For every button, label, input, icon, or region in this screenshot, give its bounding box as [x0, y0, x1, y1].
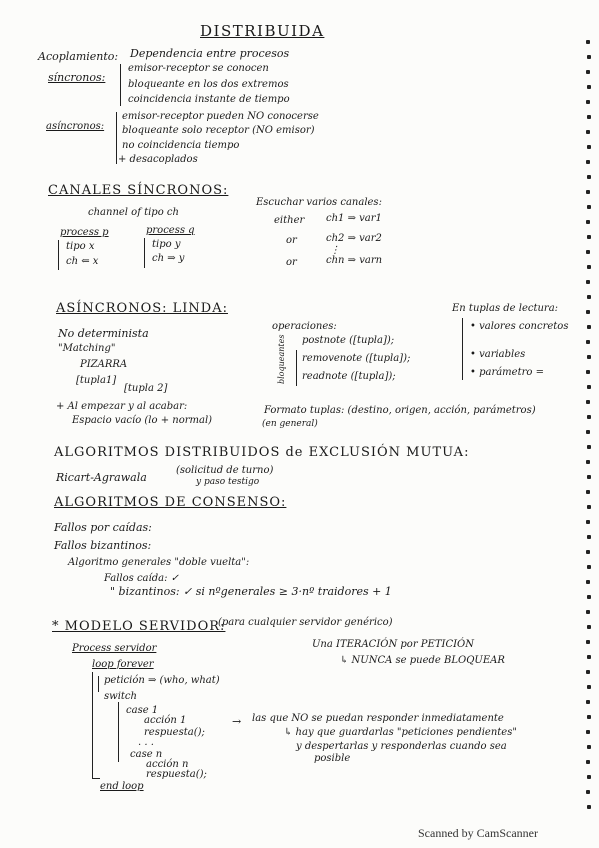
binding-hole — [586, 550, 590, 554]
binding-hole — [586, 70, 590, 74]
binding-hole — [586, 190, 590, 194]
tuplas-lectura-bracket — [462, 318, 463, 380]
binding-hole — [587, 655, 591, 659]
note-arrow: → — [232, 715, 242, 728]
nunca-bloquear: ↳ NUNCA se puede BLOQUEAR — [340, 655, 505, 666]
accion-n: acción n — [146, 759, 189, 770]
binding-hole — [587, 475, 591, 479]
exclusion-heading: ALGORITMOS DISTRIBUIDOS de EXCLUSIÓN MUTUA: — [54, 445, 470, 460]
binding-hole — [586, 670, 590, 674]
escuchar-kw: either — [274, 215, 305, 226]
case-dots: . . . — [138, 737, 154, 748]
process-servidor: Process servidor — [72, 643, 157, 654]
linda-left: "Matching" — [58, 343, 116, 354]
bloqueantes-label: bloqueantes — [277, 334, 286, 384]
binding-hole — [586, 130, 590, 134]
binding-hole — [586, 40, 590, 44]
linda-left: No determinista — [58, 327, 149, 340]
peticion-bracket — [98, 676, 99, 692]
binding-hole — [586, 160, 590, 164]
pendientes-note: ↳ hay que guardarlas "peticiones pendientes" — [284, 727, 517, 738]
binding-hole — [586, 100, 590, 104]
binding-hole — [587, 415, 591, 419]
binding-hole — [587, 595, 591, 599]
binding-hole — [587, 205, 591, 209]
sincronos-item: coincidencia instante de tiempo — [128, 94, 290, 105]
pendientes-note: y despertarlas y responderlas cuando sea — [296, 741, 507, 752]
linda-left: PIZARRA — [80, 359, 128, 370]
process-p-name: process p — [60, 227, 109, 238]
readnote: readnote ([tupla]); — [302, 371, 396, 382]
canales-heading: CANALES SÍNCRONOS: — [48, 183, 229, 198]
espacio-vacio: Espacio vacío (lo + normal) — [72, 415, 213, 426]
modelo-heading: * MODELO SERVIDOR: — [52, 619, 226, 634]
binding-hole — [587, 715, 591, 719]
acoplamiento-definition: Dependencia entre procesos — [130, 47, 290, 60]
binding-hole — [587, 535, 591, 539]
escuchar-expr: ⋮ — [330, 245, 340, 256]
canales-subtitle: channel of tipo ch — [88, 207, 179, 218]
switch-keyword: switch — [104, 691, 137, 702]
formato-note: (en general) — [262, 419, 318, 429]
switch-bracket — [118, 702, 119, 762]
binding-hole — [587, 445, 591, 449]
binding-hole — [586, 340, 590, 344]
operaciones-label: operaciones: — [272, 321, 337, 332]
ricart-agrawala: Ricart-Agrawala — [56, 471, 147, 484]
escuchar-expr: chn ⇒ varn — [326, 255, 383, 266]
postnote: postnote ([tupla]); — [302, 335, 395, 346]
binding-hole — [586, 250, 590, 254]
binding-hole — [587, 565, 591, 569]
escuchar-expr: ch1 ⇒ var1 — [326, 213, 382, 224]
binding-hole — [586, 730, 590, 734]
page-title: DISTRIBUIDA — [200, 22, 325, 40]
algoritmo-doble-vuelta: Algoritmo generales "doble vuelta": — [68, 557, 250, 568]
tuplas-lectura-item: • parámetro = — [470, 367, 544, 378]
acoplamiento-label: Acoplamiento: — [38, 50, 119, 63]
binding-hole — [587, 265, 591, 269]
sincronos-item: bloqueante en los dos extremos — [128, 79, 289, 90]
tupla2: [tupla 2] — [124, 383, 168, 394]
loop-forever: loop forever — [92, 659, 154, 670]
binding-hole — [587, 145, 591, 149]
respuesta-n: respuesta(); — [146, 769, 207, 780]
binding-hole — [586, 760, 590, 764]
loop-bracket — [92, 672, 93, 778]
fallos-bizantinos: Fallos bizantinos: — [54, 539, 152, 552]
process-q-name: process q — [146, 225, 195, 236]
binding-hole — [586, 580, 590, 584]
binding-hole — [587, 55, 591, 59]
tuplas-lectura-title: En tuplas de lectura: — [452, 303, 559, 314]
binding-hole — [586, 310, 590, 314]
process-p-line: ch ⇐ x — [66, 256, 99, 267]
binding-hole — [587, 85, 591, 89]
escuchar-title: Escuchar varios canales: — [256, 197, 382, 208]
binding-hole — [586, 640, 590, 644]
binding-hole — [587, 325, 591, 329]
ricart-note: (solicitud de turno) — [176, 465, 274, 476]
binding-hole — [587, 685, 591, 689]
binding-hole — [587, 505, 591, 509]
bloqueantes-bracket — [296, 350, 297, 386]
sincronos-item: emisor-receptor se conocen — [128, 63, 269, 74]
asincronos-item: + desacoplados — [118, 154, 198, 165]
linda-heading: ASÍNCRONOS: LINDA: — [56, 301, 228, 316]
binding-hole — [586, 790, 590, 794]
asincronos-item: bloqueante solo receptor (NO emisor) — [122, 125, 315, 136]
respuesta-1: respuesta(); — [144, 727, 205, 738]
consenso-heading: ALGORITMOS DE CONSENSO: — [54, 495, 287, 510]
binding-hole — [587, 295, 591, 299]
case-n: case n — [130, 749, 163, 760]
fallos-caida-check: Fallos caída: ✓ — [104, 573, 179, 584]
process-p-line: tipo x — [66, 241, 95, 252]
case-1: case 1 — [126, 705, 159, 716]
binding-hole — [586, 460, 590, 464]
formato-tuplas: Formato tuplas: (destino, origen, acción, parámetros) — [264, 405, 536, 416]
iteracion-peticion: Una ITERACIÓN por PETICIÓN — [312, 639, 474, 650]
loop-bracket-end — [92, 778, 100, 779]
fallos-caidas: Fallos por caídas: — [54, 521, 152, 534]
asincronos-item: emisor-receptor pueden NO conocerse — [122, 111, 319, 122]
binding-hole — [586, 280, 590, 284]
binding-hole — [586, 490, 590, 494]
scanner-watermark: Scanned by CamScanner — [418, 826, 538, 840]
process-q-line: ch ⇒ y — [152, 253, 185, 264]
binding-hole — [587, 385, 591, 389]
removenote: removenote ([tupla]); — [302, 353, 411, 364]
binding-hole — [586, 220, 590, 224]
binding-hole — [587, 745, 591, 749]
tupla1: [tupla1] — [76, 375, 117, 386]
binding-hole — [586, 370, 590, 374]
bizantinos-condition: " bizantinos: ✓ si nºgenerales ≥ 3·nº traidores + 1 — [110, 585, 392, 598]
al-empezar: + Al empezar y al acabar: — [56, 401, 188, 412]
modelo-heading-note: (para cualquier servidor genérico) — [218, 617, 393, 628]
binding-hole — [587, 175, 591, 179]
binding-hole — [586, 610, 590, 614]
asincronos-label: asíncronos: — [46, 121, 105, 132]
escuchar-kw: or — [286, 257, 297, 268]
process-q-bracket — [144, 238, 145, 268]
binding-hole — [586, 430, 590, 434]
asincronos-item: no coincidencia tiempo — [122, 140, 240, 151]
process-q-line: tipo y — [152, 239, 181, 250]
escuchar-expr: ch2 ⇒ var2 — [326, 233, 382, 244]
escuchar-kw: or — [286, 235, 297, 246]
end-loop: end loop — [100, 781, 144, 792]
asincronos-bracket — [116, 112, 117, 164]
pendientes-note: posible — [314, 753, 351, 764]
binding-hole — [587, 625, 591, 629]
binding-hole — [587, 115, 591, 119]
sincronos-label: síncronos: — [48, 71, 106, 84]
tuplas-lectura-item: • variables — [470, 349, 526, 360]
pendientes-note: las que NO se puedan responder inmediatamente — [252, 713, 504, 724]
binding-hole — [587, 355, 591, 359]
binding-hole — [587, 805, 591, 809]
peticion-line: petición ⇒ (who, what) — [104, 675, 220, 686]
binding-hole — [587, 775, 591, 779]
accion-1: acción 1 — [144, 715, 187, 726]
binding-hole — [586, 700, 590, 704]
binding-hole — [587, 235, 591, 239]
sincronos-bracket — [120, 64, 121, 106]
tuplas-lectura-item: • valores concretos — [470, 321, 569, 332]
binding-hole — [586, 520, 590, 524]
binding-hole — [586, 400, 590, 404]
process-p-bracket — [58, 240, 59, 270]
ricart-note-2: y paso testigo — [196, 477, 260, 487]
